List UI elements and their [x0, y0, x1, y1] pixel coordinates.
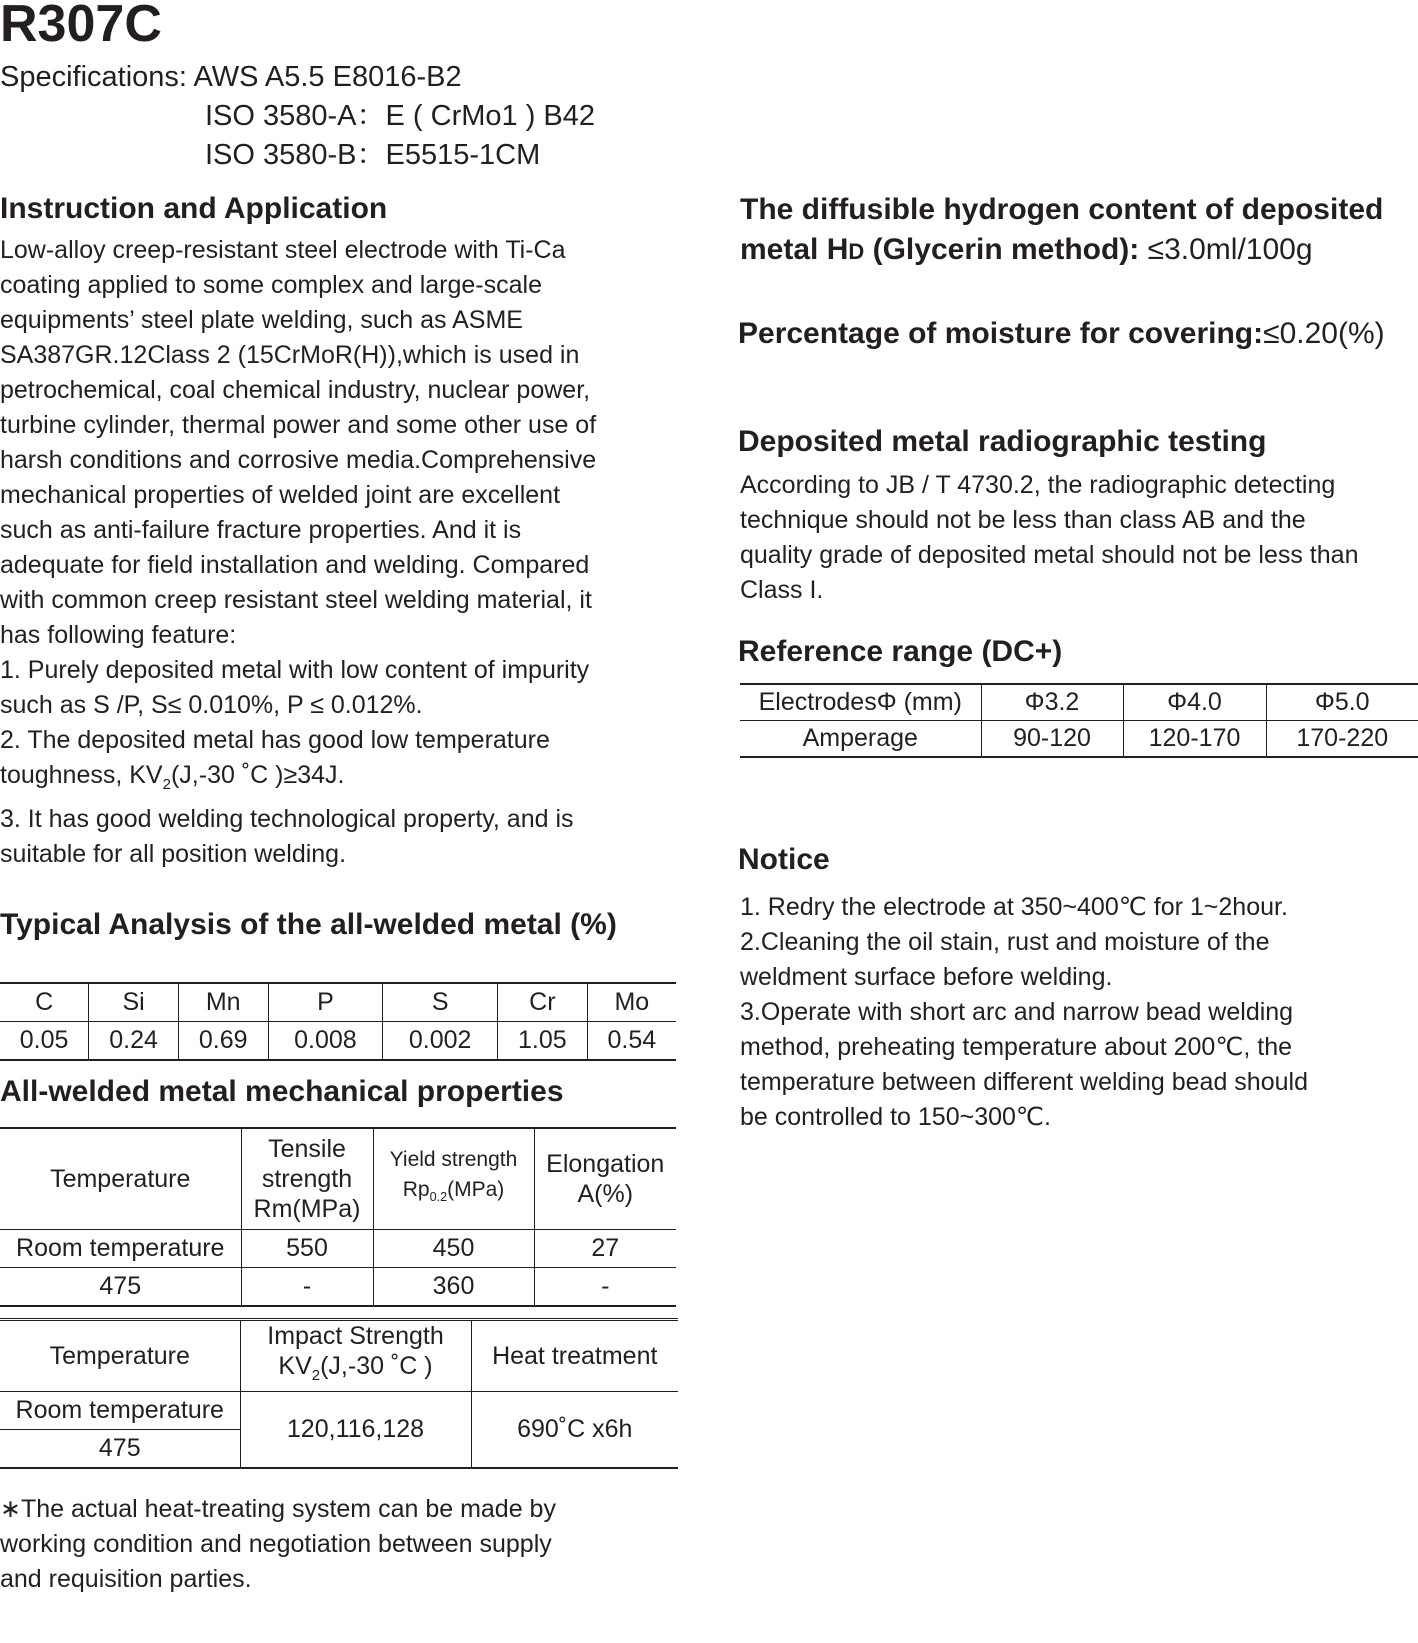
instruction-heading: Instruction and Application [0, 192, 388, 225]
hydrogen-value: ≤3.0ml/100g [1139, 233, 1313, 266]
text-fragment: KV [278, 1352, 312, 1380]
header-line: Impact Strength [267, 1322, 444, 1350]
moisture-value: ≤0.20(%) [1263, 317, 1385, 350]
text-line: 2.Cleaning the oil stain, rust and moisture of the [740, 928, 1270, 956]
text-line [0, 758, 680, 802]
table-cell: 90-120 [981, 721, 1123, 758]
text-line: method, preheating temperature about 200℃, the [740, 1033, 1293, 1061]
table-header-cell [240, 1320, 471, 1392]
subscript: 0.2 [429, 1190, 448, 1205]
table-row [0, 1268, 676, 1307]
mechanical-heading: All-welded metal mechanical properties [0, 1075, 564, 1108]
table-cell: 0.05 [0, 1022, 89, 1061]
table-header-row [0, 1128, 676, 1230]
impact-table [0, 1318, 678, 1469]
table-cell: 0.24 [89, 1022, 179, 1061]
table-cell: 690˚C x6h [471, 1392, 678, 1469]
table-header-row [740, 684, 1418, 721]
text-line: temperature between different welding bead should [740, 1068, 1308, 1096]
header-line: Rm(MPa) [253, 1195, 361, 1223]
text-line: Class I. [740, 576, 824, 604]
moisture-label: Percentage of moisture for covering: [738, 317, 1264, 350]
notice-body [740, 890, 1418, 1135]
typical-analysis-heading: Typical Analysis of the all-welded metal (%) [0, 908, 617, 941]
text-line: petrochemical, coal chemical industry, nuclear power, [0, 376, 591, 404]
table-header-cell: Φ4.0 [1123, 684, 1266, 721]
text-fragment: Rp [402, 1178, 430, 1202]
table-cell: 0.54 [607, 1026, 657, 1054]
table-cell: C [0, 983, 89, 1022]
text-line: ∗The actual heat-treating system can be made by [0, 1495, 556, 1523]
table-row [0, 1392, 678, 1430]
header-line: Tensile [268, 1135, 346, 1163]
radiographic-heading: Deposited metal radiographic testing [738, 425, 1267, 458]
text-fragment: (J,-30 ˚C ) [320, 1352, 433, 1380]
table-row [740, 721, 1418, 758]
table-row [0, 1022, 676, 1061]
table-cell: 27 [534, 1230, 676, 1268]
radiographic-body [740, 468, 1418, 608]
text-line: with common creep resistant steel welding material, it [0, 586, 592, 614]
product-title: R307C [0, 0, 162, 53]
hydrogen-line: The diffusible hydrogen content of deposited [740, 193, 1384, 226]
text-fragment: (Glycerin method): [864, 233, 1140, 266]
table-cell: - [241, 1268, 373, 1307]
table-row [0, 1230, 676, 1268]
text-line: harsh conditions and corrosive media.Comprehensive [0, 446, 597, 474]
text-line: According to JB / T 4730.2, the radiographic detecting [740, 471, 1336, 499]
table-header-row [0, 1320, 678, 1392]
table-cell: Cr [498, 983, 588, 1022]
text-line: 3.Operate with short arc and narrow bead welding [740, 998, 1294, 1026]
text-line: has following feature: [0, 621, 237, 649]
text-line: 1. Redry the electrode at 350~400℃ for 1~2hour. [740, 893, 1288, 921]
specifications-label: Specifications: [0, 61, 187, 93]
text-line: quality grade of deposited metal should not be less than [740, 541, 1359, 569]
table-header-cell: Φ5.0 [1266, 684, 1418, 721]
table-cell: 475 [0, 1430, 240, 1469]
text-fragment: (MPa) [447, 1178, 505, 1202]
instruction-body [0, 233, 680, 872]
hydrogen-line [740, 230, 1383, 272]
mechanical-table [0, 1127, 676, 1307]
text-line: such as S /P, S≤ 0.010%, P ≤ 0.012%. [0, 691, 423, 719]
table-cell: 120,116,128 [240, 1392, 471, 1469]
table-cell: Mo [587, 983, 676, 1022]
text-line: mechanical properties of welded joint are excellent [0, 481, 561, 509]
spec-line: ISO 3580-A：E ( CrMo1 ) B42 [205, 100, 596, 132]
table-cell: 475 [0, 1268, 241, 1307]
text-fragment: D [848, 239, 865, 264]
table-cell: 1.05 [498, 1022, 588, 1061]
footnote [0, 1492, 680, 1597]
notice-heading: Notice [738, 843, 830, 876]
text-line: 1. Purely deposited metal with low content of impurity [0, 656, 590, 684]
text-line: be controlled to 150~300℃. [740, 1103, 1051, 1131]
table-cell: 0.008 [268, 1022, 383, 1061]
header-line: Elongation [546, 1150, 665, 1178]
reference-range-heading: Reference range (DC+) [738, 635, 1063, 668]
table-cell: 550 [241, 1230, 373, 1268]
table-header-cell: Φ3.2 [981, 684, 1123, 721]
table-cell: Mn [178, 983, 268, 1022]
table-header-cell: Temperature [0, 1320, 240, 1392]
table-cell: 120-170 [1123, 721, 1266, 758]
text-fragment: metal H [740, 233, 849, 266]
text-line: adequate for field installation and welding. Compared [0, 551, 590, 579]
text-line: Low-alloy creep-resistant steel electrode with Ti-Ca [0, 236, 566, 264]
table-cell: 450 [373, 1230, 534, 1268]
header-line: A(%) [577, 1180, 634, 1208]
header-line: Yield strength [389, 1148, 518, 1172]
moisture [738, 317, 1385, 351]
text-line: weldment surface before welding. [740, 963, 1113, 991]
subscript: 2 [162, 776, 171, 793]
text-line: such as anti-failure fracture properties. And it is [0, 516, 522, 544]
table-cell: Amperage [740, 721, 981, 758]
text-fragment: (J,-30 ˚C )≥34J. [170, 761, 345, 789]
text-line: turbine cylinder, thermal power and some other use of [0, 411, 597, 439]
reference-range-table [740, 683, 1418, 758]
table-cell: 0.69 [178, 1022, 268, 1061]
header-line [374, 1175, 534, 1212]
text-line: and requisition parties. [0, 1565, 252, 1593]
table-cell: Si [89, 983, 179, 1022]
spec-line: ISO 3580-B：E5515-1CM [205, 139, 541, 171]
table-header-cell: ElectrodesΦ (mm) [740, 684, 981, 721]
table-cell: 360 [373, 1268, 534, 1307]
table-row [0, 983, 676, 1022]
specifications [0, 58, 595, 175]
composition-table [0, 982, 676, 1061]
table-cell: 170-220 [1296, 724, 1389, 752]
header-line [241, 1351, 471, 1391]
text-line: suitable for all position welding. [0, 840, 347, 868]
text-line: 3. It has good welding technological property, and is [0, 805, 574, 833]
text-fragment: toughness, KV [0, 761, 163, 789]
table-header-cell: Temperature [0, 1128, 241, 1230]
table-header-cell [534, 1128, 676, 1230]
text-line: technique should not be less than class AB and the [740, 506, 1306, 534]
hydrogen-content [740, 190, 1383, 272]
table-header-cell: Heat treatment [471, 1320, 678, 1392]
table-cell: 0.002 [383, 1022, 498, 1061]
spec-line: AWS A5.5 E8016-B2 [193, 61, 462, 93]
header-line: strength [261, 1165, 353, 1193]
text-line: working condition and negotiation between supply [0, 1530, 552, 1558]
table-cell: Room temperature [0, 1392, 240, 1430]
subscript: 2 [311, 1367, 321, 1384]
text-line: 2. The deposited metal has good low temperature [0, 726, 550, 754]
table-header-cell [241, 1128, 373, 1230]
table-cell: P [268, 983, 383, 1022]
table-cell: Room temperature [0, 1230, 241, 1268]
table-cell: - [534, 1268, 676, 1307]
text-line: coating applied to some complex and large-scale [0, 271, 542, 299]
table-header-cell [373, 1128, 534, 1230]
text-line: SA387GR.12Class 2 (15CrMoR(H)),which is used in [0, 341, 580, 369]
table-cell: S [383, 983, 498, 1022]
text-line: equipments’ steel plate welding, such as ASME [0, 306, 523, 334]
